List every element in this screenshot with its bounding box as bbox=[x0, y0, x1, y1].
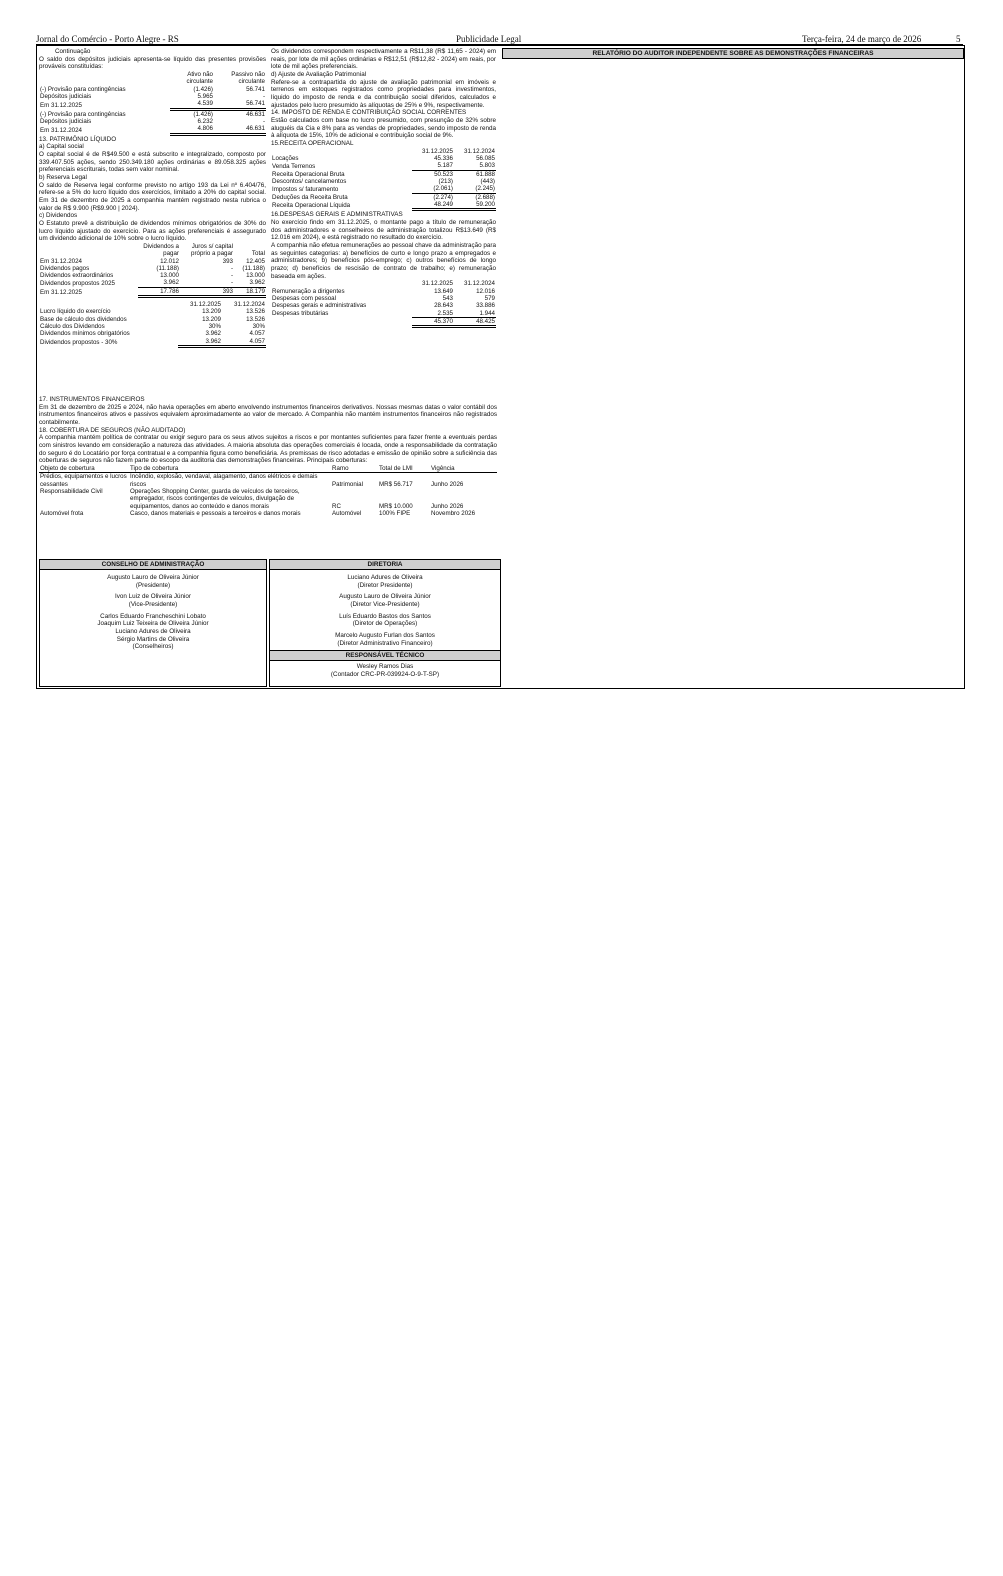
expenses-row bbox=[271, 302, 496, 309]
revenue-row bbox=[271, 201, 496, 210]
revenue-table bbox=[271, 148, 496, 212]
dividends-per-share-text: Os dividendos correspondem respectivamente a R$11,38 (R$ 11,65 - 2024) em reais, por lote de mil ações ordinárias e R$12,51 (R$12,82 - 2024) em reais, por lote de mil ações preferenciais. bbox=[271, 48, 496, 71]
insurance-cell: Prédios, equipamentos e lucros cessantes bbox=[40, 473, 127, 488]
profit-header-2025: 31.12.2025 bbox=[190, 301, 221, 309]
revenue-row-value: 45.336 bbox=[434, 155, 453, 163]
revenue-row bbox=[271, 193, 496, 201]
profit-row-value: 30% bbox=[208, 323, 221, 331]
board-signature-person: Augusto Lauro de Oliveira Júnior bbox=[107, 574, 199, 581]
expenses-row-value: 48.425 bbox=[454, 317, 496, 326]
dividends-row-value: (11.188) bbox=[156, 264, 179, 272]
insurance-cell: MR$ 10.000 bbox=[379, 502, 413, 510]
dividends-row-value: 13.000 bbox=[160, 272, 179, 280]
revenue-row-value: (213) bbox=[438, 177, 453, 185]
revenue-row-label: Deduções da Receita Bruta bbox=[272, 193, 348, 201]
provision-row-value: 56.741 bbox=[214, 100, 266, 109]
provision-row-label: Em 31.12.2024 bbox=[40, 126, 82, 134]
insurance-row bbox=[39, 473, 497, 488]
profit-row bbox=[39, 316, 266, 323]
revenue-row-value: (2.245) bbox=[454, 185, 496, 193]
profit-row-label: Dividendos mínimos obrigatórios bbox=[40, 330, 130, 338]
insurance-cell: Junho 2026 bbox=[431, 502, 464, 510]
dividends-row bbox=[39, 279, 266, 287]
dividends-row bbox=[39, 287, 266, 296]
revenue-row bbox=[271, 178, 496, 185]
director-signature bbox=[270, 632, 500, 647]
profit-row-label: Lucro líquido do exercício bbox=[40, 308, 111, 316]
notes-column-2 bbox=[271, 48, 496, 328]
revenue-row bbox=[271, 155, 496, 162]
revenue-row bbox=[271, 162, 496, 170]
provision-row-label: Depósitos judiciais bbox=[40, 117, 92, 125]
page-number: 5 bbox=[956, 34, 961, 44]
dividends-row bbox=[39, 265, 266, 272]
provision-row-label: Em 31.12.2025 bbox=[40, 101, 82, 109]
profit-row-value: 3.962 bbox=[205, 330, 221, 338]
revenue-row-value: 5.803 bbox=[454, 162, 496, 170]
section-13-heading: 13. PATRIMÔNIO LÍQUIDO bbox=[39, 135, 117, 143]
revenue-row-value: 56.085 bbox=[476, 155, 495, 163]
insurance-cell: Novembro 2026 bbox=[431, 509, 476, 517]
ins-header-term: Vigência bbox=[430, 465, 497, 473]
section-14-text: Estão calculados com base no lucro presumido, com presunção de 32% sobre aluguéis da Cia e 8% para as vendas de propriedades, sendo imposto de renda à alíquota de 15%, 10% de adicional e contribuição social de 9%. bbox=[271, 117, 496, 140]
profit-row-value: 13.526 bbox=[246, 308, 265, 316]
provision-intro: O saldo dos depósitos judiciais apresenta-se líquido das presentes provisões prováveis constituídas: bbox=[39, 55, 266, 71]
expenses-table bbox=[271, 280, 496, 328]
dividends-row-value: 3.962 bbox=[138, 279, 180, 287]
expenses-row bbox=[271, 310, 496, 318]
profit-row-value: 3.962 bbox=[178, 338, 222, 347]
board-title: CONSELHO DE ADMINISTRAÇÃO bbox=[40, 560, 266, 570]
revenue-row-value: 5.187 bbox=[412, 162, 454, 170]
page-header bbox=[36, 34, 963, 45]
provision-row-label: (-) Provisão para contingências bbox=[40, 85, 126, 93]
dividends-table bbox=[39, 243, 266, 298]
insurance-table bbox=[39, 465, 497, 517]
section-18-heading: 18. COBERTURA DE SEGUROS (NÃO AUDITADO) bbox=[39, 426, 186, 434]
dividends-row-value: - bbox=[180, 279, 234, 287]
ins-header-object: Objeto de cobertura bbox=[39, 465, 129, 473]
profit-row-value: 13.526 bbox=[246, 315, 265, 323]
board-signature-person: Carlos Eduardo Francheschini Lobato bbox=[100, 612, 206, 620]
dividends-row-value: (11.188) bbox=[242, 264, 265, 272]
director-signature bbox=[270, 613, 500, 628]
provision-row-value: - bbox=[262, 117, 265, 125]
profit-header-2024: 31.12.2024 bbox=[234, 301, 265, 309]
provision-row-value: 4.806 bbox=[170, 125, 214, 134]
provision-row bbox=[39, 109, 266, 118]
section-name: Publicidade Legal bbox=[456, 34, 522, 44]
expenses-row-label: Despesas com pessoal bbox=[272, 294, 336, 302]
profit-row-value: 13.209 bbox=[202, 315, 221, 323]
revenue-row-value: (443) bbox=[480, 177, 495, 185]
insurance-cell: Junho 2026 bbox=[431, 480, 464, 488]
div-header-2: Juros s/ capital próprio a pagar bbox=[191, 242, 233, 258]
provision-row bbox=[39, 125, 266, 134]
revenue-row-label: Receita Operacional Líquida bbox=[272, 202, 351, 210]
expenses-header-2024: 31.12.2024 bbox=[464, 280, 495, 288]
provision-row bbox=[39, 93, 266, 100]
notes-column-1 bbox=[39, 48, 266, 348]
expenses-row-value: 13.649 bbox=[434, 287, 453, 295]
section-13c-text: O Estatuto prevê a distribuição de dividendos mínimos obrigatórios de 30% do lucro líquido ajustado do exercício. Para as ações preferenciais é assegurado um dividendo adicional de 10% sobre o lucro líquido. bbox=[39, 219, 266, 243]
section-16-text-b: A companhia não efetua remunerações ao pessoal chave da administração para as seguintes categorias: a) benefícios de curto e longo prazo a empregados e administradores; b) benefícios pós-emprego; c) outros benefícios de longo prazo; d) benefícios de rescisão de contrato de trabalho; e) remuneração baseada em ações. bbox=[271, 241, 496, 280]
revenue-row-value: (2.061) bbox=[412, 185, 454, 193]
director-signature-person: Marcelo Augusto Furlan dos Santos bbox=[335, 632, 435, 640]
directors-box bbox=[269, 559, 501, 687]
expenses-row-label: Despesas tributárias bbox=[272, 310, 329, 318]
section-17-heading: 17. INSTRUMENTOS FINANCEIROS bbox=[39, 396, 145, 403]
revenue-row bbox=[271, 185, 496, 193]
section-14-heading: 14. IMPOSTO DE RENDA E CONTRIBUIÇÃO SOCIAL CORRENTES bbox=[271, 109, 467, 117]
directors-title: DIRETORIA bbox=[270, 560, 500, 570]
insurance-cell: Patrimonial bbox=[332, 480, 363, 488]
section-13b-heading: b) Reserva Legal bbox=[39, 173, 87, 181]
director-signature-role: (Diretor de Operações) bbox=[352, 620, 418, 628]
director-signature-role: (Diretor Administrativo Financeiro) bbox=[337, 639, 433, 647]
provision-row bbox=[39, 86, 266, 93]
board-signature-role: (Conselheiros) bbox=[132, 643, 174, 651]
provision-row-value: 4.539 bbox=[170, 100, 214, 109]
div-header-1: Dividendos a pagar bbox=[143, 242, 179, 258]
provision-row-value: 6.232 bbox=[197, 117, 213, 125]
insurance-row bbox=[39, 510, 497, 517]
expenses-row bbox=[271, 288, 496, 295]
section-13a-heading: a) Capital social bbox=[39, 143, 84, 151]
expenses-row-value: 543 bbox=[442, 294, 453, 302]
provision-row-value: (1.426) bbox=[193, 85, 213, 93]
profit-row-label: Dividendos propostos - 30% bbox=[40, 339, 118, 347]
insurance-cell: MR$ 56.717 bbox=[379, 480, 413, 488]
provision-row bbox=[39, 100, 266, 109]
dividends-row-value: 3.962 bbox=[234, 279, 266, 287]
director-signature-person: Luciano Adures de Oliveira bbox=[347, 574, 423, 581]
insurance-cell: RC bbox=[332, 502, 341, 510]
dividends-row-value: - bbox=[230, 272, 233, 280]
revenue-row-label: Receita Operacional Bruta bbox=[272, 170, 345, 178]
dividends-row bbox=[39, 272, 266, 279]
provision-row-label: (-) Provisão para contingências bbox=[40, 110, 126, 118]
revenue-row-label: Locações bbox=[272, 155, 299, 163]
audit-report-title: RELATÓRIO DO AUDITOR INDEPENDENTE SOBRE AS DEMONSTRAÇÕES FINANCEIRAS bbox=[502, 48, 964, 59]
expenses-header-2025: 31.12.2025 bbox=[422, 280, 453, 288]
dividends-row-label: Em 31.12.2025 bbox=[40, 289, 82, 297]
continuation-label: Continuação bbox=[55, 48, 91, 55]
dividends-row-label: Dividendos propostos 2025 bbox=[40, 279, 115, 287]
accountant-name: Wesley Ramos Dias bbox=[356, 663, 414, 671]
dividends-row-value: 17.786 bbox=[138, 287, 180, 296]
board-box bbox=[39, 559, 267, 687]
dividends-row-label: Em 31.12.2024 bbox=[40, 257, 82, 265]
director-signature-role: (Diretor Presidente) bbox=[357, 581, 413, 589]
dividends-row-value: 393 bbox=[222, 257, 233, 265]
profit-row-label: Cálculo dos Dividendos bbox=[40, 323, 105, 331]
board-signature bbox=[40, 613, 266, 651]
dividends-row-label: Dividendos pagos bbox=[40, 264, 90, 272]
revenue-header-2024: 31.12.2024 bbox=[464, 147, 495, 155]
insurance-cell: Operações Shopping Center, guarda de veículos de terceiros, empregador, riscos contingentes de veículos, divulgação de equipamentos, danos ao conteúdo e danos morais bbox=[130, 487, 300, 510]
revenue-header-2025: 31.12.2025 bbox=[422, 147, 453, 155]
revenue-row-value: 50.523 bbox=[434, 170, 453, 178]
dividends-row bbox=[39, 258, 266, 265]
expenses-row-value: 28.643 bbox=[434, 302, 453, 310]
dividends-row-value: - bbox=[230, 264, 233, 272]
issue-date: Terça-feira, 24 de março de 2026 bbox=[802, 34, 922, 44]
provision-row-value: 56.741 bbox=[246, 85, 265, 93]
section-15-heading: 15.RECEITA OPERACIONAL bbox=[271, 140, 354, 148]
revenue-row-value: 61.888 bbox=[476, 170, 495, 178]
profit-row-value: 13.209 bbox=[202, 308, 221, 316]
board-signature-role: (Presidente) bbox=[135, 581, 171, 589]
provision-row-value: 5.965 bbox=[197, 92, 213, 100]
revenue-row-value: 59.200 bbox=[454, 201, 496, 210]
div-header-3: Total bbox=[251, 250, 265, 258]
revenue-row bbox=[271, 170, 496, 178]
board-signature-person: Sérgio Martins de Oliveira bbox=[116, 635, 190, 643]
accountant-title: RESPONSÁVEL TÉCNICO bbox=[270, 650, 500, 661]
provision-table bbox=[39, 71, 266, 136]
instruments-insurance bbox=[39, 396, 497, 517]
board-signature-person: Joaquim Luiz Teixeira de Oliveira Júnior bbox=[97, 620, 209, 628]
dividends-row-value: 12.405 bbox=[246, 257, 265, 265]
insurance-cell: Automóvel bbox=[332, 509, 362, 517]
revenue-row-value: (2.688) bbox=[475, 193, 495, 201]
expenses-row bbox=[271, 317, 496, 326]
profit-table bbox=[39, 301, 266, 348]
ins-header-lmi: Total de LMI bbox=[378, 465, 430, 473]
expenses-row-value: 45.370 bbox=[412, 317, 454, 326]
expenses-row-label bbox=[271, 317, 412, 326]
dividends-row-value: 13.000 bbox=[246, 272, 265, 280]
insurance-cell: Responsabilidade Civil bbox=[40, 487, 103, 495]
revenue-row-label: Impostos s/ faturamento bbox=[272, 185, 339, 193]
section-13d-heading: d) Ajuste de Avaliação Patrimonial bbox=[271, 71, 367, 79]
accountant-signature bbox=[270, 663, 500, 678]
profit-row-value: 4.057 bbox=[222, 338, 266, 347]
section-18-text: A companhia mantém política de contratar ou exigir seguro para os seus ativos sujeitos a riscos e por montantes suficientes para fazer frente a eventuais perdas com sinistros levando em consideração a natureza das atividades. A maioria absoluta das operações comerciais é locada, onde a responsabilidade da contratação do seguro é do Locatário por força contratual e a companhia figura como beneficiária. As premissas de risco adotadas e emissão de opinião sobre a suficiência das coberturas de seguros não fazem parte do escopo da auditoria das demonstrações financeiras. Principais coberturas: bbox=[39, 434, 497, 465]
ins-header-type: Tipo de cobertura bbox=[129, 465, 331, 473]
dividends-row-value: 18.179 bbox=[234, 287, 266, 296]
expenses-row-label: Despesas gerais e administrativas bbox=[272, 302, 367, 310]
expenses-row-value: 579 bbox=[484, 294, 495, 302]
accountant-crc: (Contador CRC-PR-039924-O-9-T-SP) bbox=[330, 671, 440, 679]
board-signature bbox=[40, 593, 266, 608]
profit-row bbox=[39, 330, 266, 337]
expenses-row-value: 1.944 bbox=[454, 310, 496, 318]
profit-row bbox=[39, 308, 266, 315]
revenue-row-value: (2.274) bbox=[433, 193, 453, 201]
director-signature-role: (Diretor Vice-Presidente) bbox=[350, 601, 420, 609]
board-signature-person: Ivon Luiz de Oliveira Júnior bbox=[115, 593, 191, 601]
profit-row bbox=[39, 338, 266, 347]
section-13d-text: Refere-se a contrapartida do ajuste de avaliação patrimonial em imóveis e terrenos em estoques registrados como propriedades para investimentos, líquido do imposto de renda e da contribuição social diferidos, calculados e ajustados pelo lucro presumido às alíquotas de 25% e 9%, respectivamente. bbox=[271, 78, 496, 109]
revenue-row-label: Venda Terrenos bbox=[272, 162, 316, 170]
provision-row-label: Depósitos judiciais bbox=[40, 92, 92, 100]
board-signature-role: (Vice-Presidente) bbox=[128, 601, 178, 609]
expenses-row-label: Remuneração a dirigentes bbox=[272, 287, 345, 295]
section-16-text-a: No exercício findo em 31.12.2025, o montante pago a título de remuneração dos administradores e conselheiros de administração totalizou R$13.649 (R$ 12.016 em 2024), e está registrado no resultado do exercício. bbox=[271, 218, 496, 242]
legal-publication bbox=[36, 45, 965, 689]
expenses-row-value: 12.016 bbox=[476, 287, 495, 295]
director-signature bbox=[270, 574, 500, 589]
ins-header-branch: Ramo bbox=[331, 465, 378, 473]
newspaper-name: Jornal do Comércio - Porto Alegre - RS bbox=[36, 34, 179, 44]
dividends-row-label: Dividendos extraordinários bbox=[40, 272, 114, 280]
profit-row-value: 4.057 bbox=[249, 330, 265, 338]
profit-row-label: Base de cálculo dos dividendos bbox=[40, 315, 127, 323]
provision-header-passivo: Passivo não circulante bbox=[231, 71, 265, 86]
provision-row-value: 46.631 bbox=[246, 110, 265, 118]
section-17-text: Em 31 de dezembro de 2025 e 2024, não havia operações em aberto envolvendo instrumentos financeiros derivativos. Nossas mesmas datas o valor contábil dos instrumentos financeiros ativos e passivos equivalem aproximadamente ao valor de mercado. A Companhia não mantém instrumentos financeiros não registrados contabilmente. bbox=[39, 403, 497, 427]
provision-row-value: (1.426) bbox=[193, 110, 213, 118]
provision-header-ativo: Ativo não circulante bbox=[186, 71, 213, 86]
revenue-row-label: Descontos/ cancelamentos bbox=[272, 177, 347, 185]
dividends-row-value: 12.012 bbox=[160, 257, 179, 265]
director-signature bbox=[270, 593, 500, 608]
provision-row-value: 46.631 bbox=[214, 125, 266, 134]
expenses-row-value: 2.535 bbox=[412, 310, 454, 318]
director-signature-person: Augusto Lauro de Oliveira Júnior bbox=[339, 593, 431, 601]
director-signature-person: Luís Eduardo Bastos dos Santos bbox=[339, 612, 431, 620]
insurance-cell: Incêndio, explosão, vendaval, alagamento, danos elétricos e demais riscos bbox=[130, 473, 318, 488]
insurance-cell: 100% FIPE bbox=[379, 509, 411, 517]
dividends-row-value: 393 bbox=[180, 287, 234, 296]
insurance-cell: Automóvel frota bbox=[40, 509, 84, 517]
provision-row-value: - bbox=[262, 92, 265, 100]
board-signature-person: Luciano Adures de Oliveira bbox=[115, 628, 191, 636]
section-13a-text: O capital social é de R$49.500 e está subscrito e integralizado, composto por 339.407.505 ações, sendo 250.349.180 ações ordinárias e 89.058.325 ações preferenciais escriturais, todas sem valor nominal. bbox=[39, 150, 266, 174]
revenue-row-value: 48.249 bbox=[412, 201, 454, 210]
insurance-row bbox=[39, 488, 497, 510]
expenses-row bbox=[271, 295, 496, 302]
board-signature bbox=[40, 574, 266, 589]
insurance-cell: Casco, danos materiais e pessoais a terceiros e danos morais bbox=[130, 509, 301, 517]
profit-row-value: 30% bbox=[252, 323, 265, 331]
profit-row bbox=[39, 323, 266, 330]
provision-row bbox=[39, 118, 266, 125]
section-13c-heading: c) Dividendos bbox=[39, 212, 78, 220]
expenses-row-value: 33.886 bbox=[476, 302, 495, 310]
section-16-heading: 16.DESPESAS GERAIS E ADMINISTRATIVAS bbox=[271, 211, 403, 219]
section-13b-text: O saldo de Reserva legal conforme previsto no artigo 193 da Lei nº 6.404/76, refere-se a 5% do lucro líquido dos exercícios, limitado a 20% do capital social. Em 31 de dezembro de 2025 a companhia mantém registrado nesta rubrica o valor de R$ 9.900 (R$9.900 | 2024). bbox=[39, 181, 266, 212]
